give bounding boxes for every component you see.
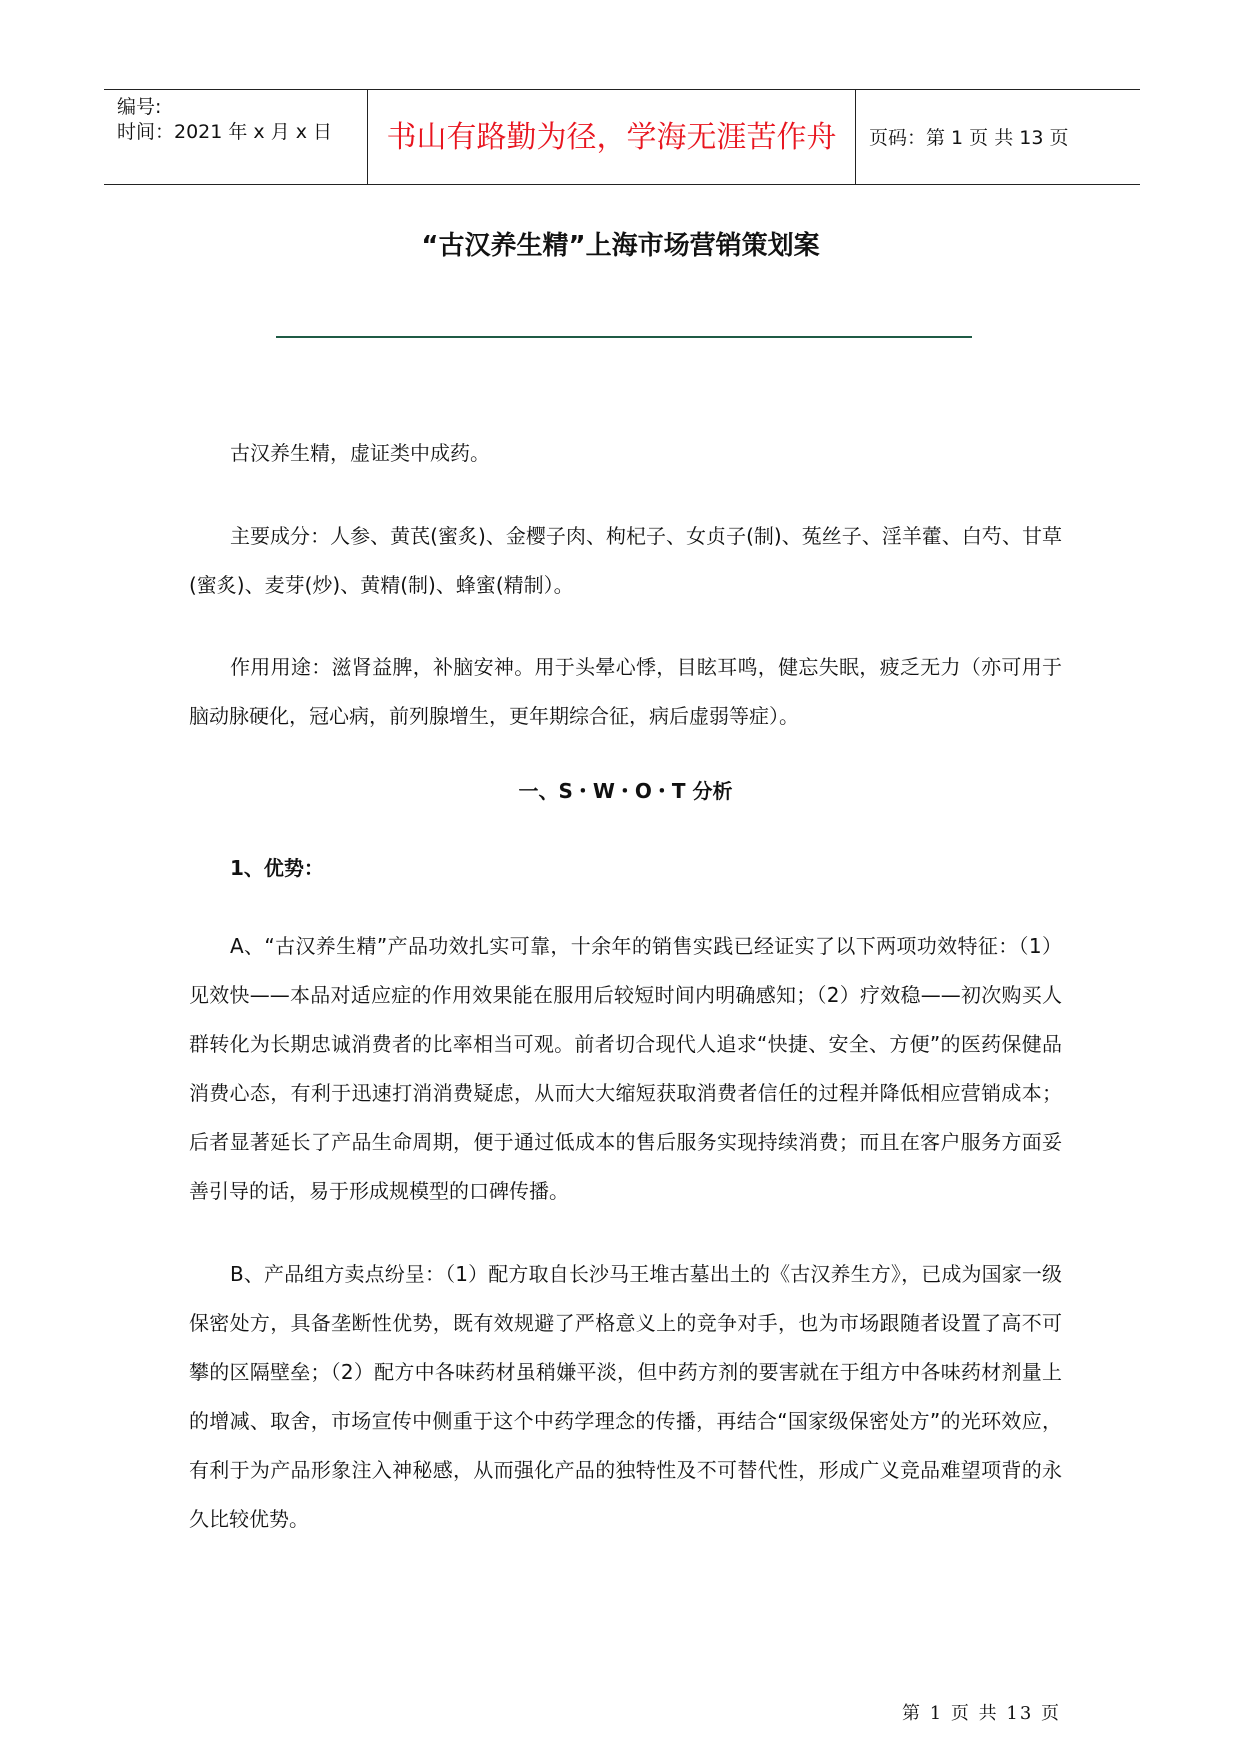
title-divider <box>276 336 972 338</box>
page-header <box>104 89 1140 185</box>
document-title: “古汉养生精”上海市场营销策划案 <box>421 231 820 261</box>
header-motto-cell <box>368 90 856 184</box>
document-time-label: 时间：2021 年 x 月 x 日 <box>117 121 333 143</box>
header-motto: 书山有路勤为径，学海无涯苦作舟 <box>386 120 837 155</box>
header-info-cell <box>104 90 368 184</box>
header-page-cell <box>856 90 1140 184</box>
document-number-label: 编号: <box>117 96 162 118</box>
header-page-code: 页码：第 1 页 共 13 页 <box>869 127 1069 149</box>
sub-heading-strengths: 1、优势： <box>230 856 324 880</box>
paragraph-point-a: A、“古汉养生精”产品功效扎实可靠，十余年的销售实践已经证实了以下两项功效特征：（1）见效快——本品对适应症的作用效果能在服用后较短时间内明确感知；（2）疗效稳——初次购买人群转化为长期忠诚消费者的比率相当可观。前者切合现代人追求“快捷、安全、方便”的医药保健品消费心态，有利于迅速打消消费疑虑，从而大大缩短获取消费者信任的过程并降低相应营销成本；后者显著延长了产品生命周期，便于通过低成本的售后服务实现持续消费；而且在客户服务方面妥善引导的话，易于形成规模型的口碑传播。 <box>189 934 1062 1203</box>
paragraph-point-b: B、产品组方卖点纷呈：（1）配方取自长沙马王堆古墓出土的《古汉养生方》，已成为国家一级保密处方，具备垄断性优势，既有效规避了严格意义上的竞争对手，也为市场跟随者设置了高不可攀的区隔壁垒；（2）配方中各味药材虽稍嫌平淡，但中药方剂的要害就在于组方中各味药材剂量上的增减、取舍，市场宣传中侧重于这个中药学理念的传播，再结合“国家级保密处方”的光环效应，有利于为产品形象注入神秘感，从而强化产品的独特性及不可替代性，形成广义竞品难望项背的永久比较优势。 <box>189 1262 1062 1531</box>
page-footer: 第 1 页 共 13 页 <box>902 1703 1061 1724</box>
paragraph-intro: 古汉养生精，虚证类中成药。 <box>230 441 490 465</box>
section-heading-swot: 一、S・W・O・T 分析 <box>518 779 733 803</box>
paragraph-ingredients: 主要成分：人参、黄芪(蜜炙)、金樱子肉、枸杞子、女贞子(制)、菟丝子、淫羊藿、白芍、甘草(蜜炙)、麦芽(炒)、黄精(制)、蜂蜜(精制）。 <box>189 524 1062 597</box>
paragraph-usage: 作用用途：滋肾益脾，补脑安神。用于头晕心悸，目眩耳鸣，健忘失眠，疲乏无力（亦可用于脑动脉硬化，冠心病，前列腺增生，更年期综合征，病后虚弱等症）。 <box>189 655 1062 728</box>
